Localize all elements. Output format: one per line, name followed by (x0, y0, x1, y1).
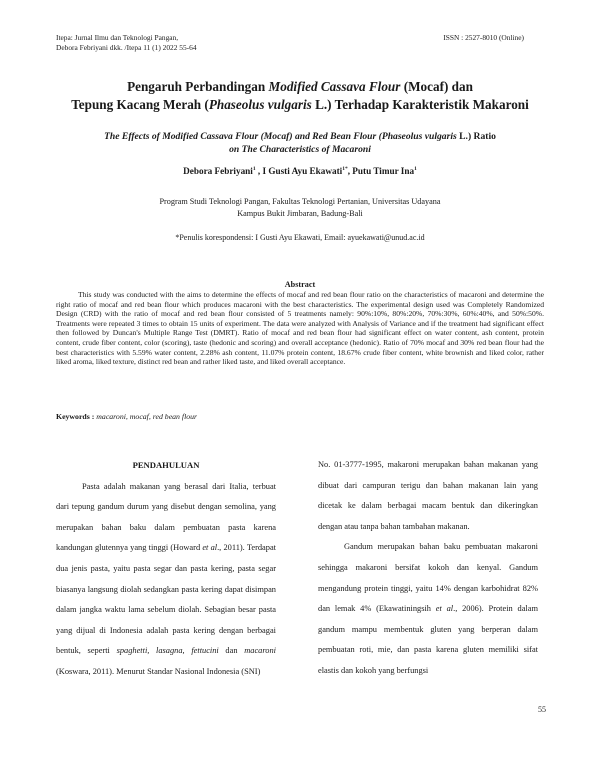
affiliation (40, 196, 560, 220)
paragraph: No. 01-3777-1995, makaroni merupakan bahan makanan yang dibuat dari campuran terigu dan bahan makanan lain yang dicetak ke dalam berbagai macam bentuk dan dikeringkan dengan atau tanpa bahan tambahan makanan. (318, 460, 538, 531)
title-italic-text: Modified Cassava Flour (268, 79, 401, 94)
body-text: (Koswara, 2011). Menurut Standar Nasional Indonesia (SNI) (56, 666, 261, 676)
body-text: ., 2011). Terdapat dua jenis pasta, yaitu pasta segar dan pasta kering, pasta segar biasanya langsung diolah sedangkan pasta kering dapat disimpan dalam jangka waktu lama sebelum diolah. Sebagian besar pasta yang dijual di Indonesia adalah pasta kering dengan berbagai bentuk, seperti (56, 543, 276, 656)
issn: ISSN : 2527-8010 (Online) (443, 33, 524, 42)
title-en-text: L.) Ratio (456, 131, 496, 142)
body-text: Pasta adalah makanan yang berasal dari Italia, terbuat dari tepung gandum durum yang disebut dengan semolina, yang merupakan bahan baku dalam pembuatan pasta karena kandungan glutennya yang tinggi (Howard (56, 481, 276, 553)
right-column (318, 455, 538, 682)
title-species-text: Phaseolus vulgaris (208, 97, 312, 112)
corresponding-author: *Penulis korespondensi: I Gusti Ayu Ekawati, Email: ayuekawati@unud.ac.id (175, 233, 425, 242)
keywords-label: Keywords : (56, 412, 95, 421)
paragraph (56, 477, 276, 683)
left-column (56, 455, 276, 683)
title-text: L.) Terhadap Karakteristik Makaroni (311, 97, 529, 112)
page-number: 55 (538, 705, 546, 714)
abstract-body: This study was conducted with the aims to determine the effects of mocaf and red bean flour ratio on the characteristics of macaroni and determine the right ratio of mocaf and red bean flour which produces macaroni with the best characteristics. The experimental design used was Completely Randomized Design (CRD) with the ratio of mocaf and red bean flour consisted of 5 treatments namely: 90%:10%, 80%:20%, 70%:30%, 60%:40%, and 50%:50%. Treatments were repeated 3 times to obtain 15 units of experiment. The data were analyzed with Analysis of Variance and if the treatment had significant effect then followed by Duncan's Multiple Range Test (DMRT). Ratio of mocaf and red bean flour had significant effect on water content, ash content, protein content, crude fiber content, color (scoring), taste (hedonic and scoring) and overall acceptance (hedonic). Ratio of 70% mocaf and 30% red bean flour had the best characteristics with 5.59% water content, 2.28% ash content, 11.07% protein content, 18.67% crude fiber content, white brownish and liked color, rather liked aroma, liked texture, distinct red bean and rather liked taste, and liked overall acceptance. (56, 290, 544, 367)
body-text: Gandum merupakan bahan baku pembuatan makaroni sehingga makaroni bersifat kokoh dan kenyal. Gandum mengandung protein tinggi, yaitu 14% dengan karbohidrat 82% dan lemak 4% (Ekawatiningsih (318, 542, 538, 614)
title-en-text: on The Characteristics of Macaroni (229, 144, 371, 155)
title-english (48, 130, 552, 156)
title-en-text: The Effects of Modified Cassava Flour (Mocaf) and Red Bean Flour (Phaseolus vulgaris (104, 131, 457, 142)
keywords (56, 412, 544, 421)
body-text: dan (218, 646, 245, 656)
author-name: , I Gusti Ayu Ekawati (255, 166, 343, 177)
affiliation-line: Kampus Bukit Jimbaran, Badung-Bali (237, 209, 363, 218)
author-name: Debora Febriyani (183, 166, 253, 177)
author-affil-marker: 1 (252, 166, 256, 172)
body-italic: spaghetti, lasagna, fettucini (116, 646, 219, 656)
journal-name: Itepa: Jurnal Ilmu dan Teknologi Pangan, (56, 33, 179, 42)
abstract-heading: Abstract (284, 280, 316, 289)
section-heading: PENDAHULUAN (132, 460, 200, 470)
running-header (56, 33, 197, 53)
author-affil-marker: 1* (342, 166, 348, 172)
body-italic: et al (435, 604, 454, 614)
title-text: Tepung Kacang Merah ( (71, 97, 209, 112)
paragraph (318, 537, 538, 681)
body-italic: macaroni (244, 646, 276, 656)
title-text: Pengaruh Perbandingan (127, 79, 269, 94)
body-italic: et al (202, 543, 218, 553)
title-indonesian (40, 78, 560, 114)
citation-line: Debora Febriyani dkk. /Itepa 11 (1) 2022 55-64 (56, 43, 197, 52)
author-affil-marker: 1 (414, 166, 417, 172)
author-list (40, 166, 560, 176)
body-text: ., 2006). Protein dalam gandum mampu membentuk gluten yang berperan dalam pembuatan roti, mie, dan pasta karena gluten memiliki sifat elastis dan kokoh yang berfungsi (318, 604, 538, 675)
title-text: (Mocaf) dan (400, 79, 473, 94)
keywords-value: macaroni, mocaf, red bean flour (94, 412, 198, 421)
affiliation-line: Program Studi Teknologi Pangan, Fakultas Teknologi Pertanian, Universitas Udayana (159, 197, 441, 206)
author-name: , Putu Timur Ina (347, 166, 415, 177)
